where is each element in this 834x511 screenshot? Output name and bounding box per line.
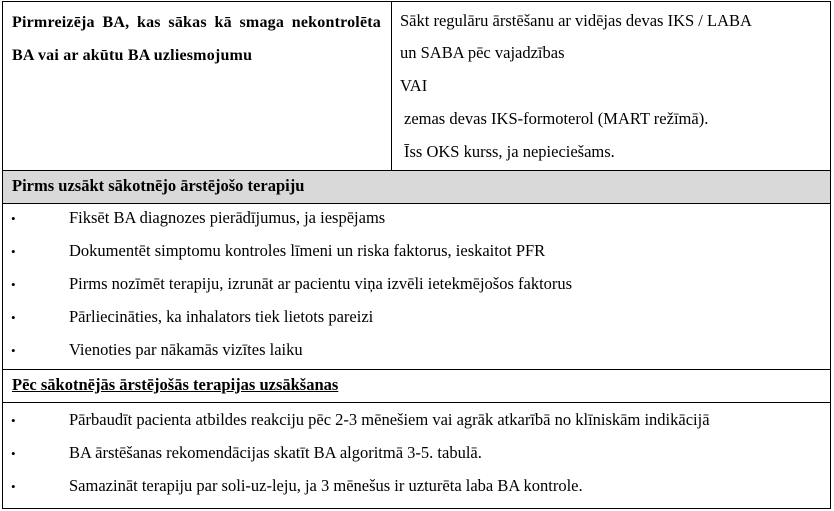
list-item: Vienoties par nākamās vizītes laiku [69, 340, 303, 359]
list-item: Pirms nozīmēt terapiju, izrunāt ar pacientu viņa izvēli ietekmējošos faktorus [69, 274, 573, 293]
treatment-line: Sākt regulāru ārstēšanu ar vidējas devas IKS / LABA [400, 11, 752, 30]
condition-text: Pirmreizēja BA, kas sākas kā smaga nekontrolēta BA vai ar akūtu BA uzliesmojumu [12, 14, 381, 64]
bullet-icon: • [11, 446, 16, 461]
treatment-line: zemas devas IKS-formoterol (MART režīmā). [404, 109, 709, 128]
table-row-initial-asthma [3, 2, 830, 171]
section-header-after-therapy [3, 370, 830, 403]
bullet-icon: • [11, 310, 16, 325]
section-header-before-therapy [3, 171, 830, 204]
bullet-icon: • [11, 413, 16, 428]
treatment-line: Īss OKS kurss, ja nepieciešams. [404, 142, 615, 161]
cell-condition [3, 2, 392, 170]
treatment-line: un SABA pēc vajadzības [400, 43, 565, 62]
list-item: Samazināt terapiju par soli-uz-leju, ja 3 mēnešus ir uzturēta laba BA kontrole. [69, 476, 583, 495]
list-item: Dokumentēt simptomu kontroles līmeni un riska faktorus, ieskaitot PFR [69, 241, 546, 260]
treatment-line-or: VAI [400, 76, 428, 95]
bullet-icon: • [11, 244, 16, 259]
bullet-icon: • [11, 343, 16, 358]
bullet-icon: • [11, 277, 16, 292]
section-title: Pēc sākotnējās ārstējošās terapijas uzsākšanas [12, 375, 339, 394]
section-title: Pirms uzsākt sākotnējo ārstējošo terapiju [12, 176, 305, 195]
bullet-icon: • [11, 479, 16, 494]
list-item: Fiksēt BA diagnozes pierādījumus, ja iespējams [69, 208, 386, 227]
cell-treatment [392, 2, 830, 170]
list-item: Pārliecināties, ka inhalators tiek lietots pareizi [69, 307, 374, 326]
bullet-icon: • [11, 211, 16, 226]
list-item: BA ārstēšanas rekomendācijas skatīt BA algoritmā 3-5. tabulā. [69, 443, 482, 462]
treatment-table [2, 1, 831, 509]
list-item: Pārbaudīt pacienta atbildes reakciju pēc 2-3 mēnešiem vai agrāk atkarībā no klīniskām indikācijā [69, 410, 710, 429]
